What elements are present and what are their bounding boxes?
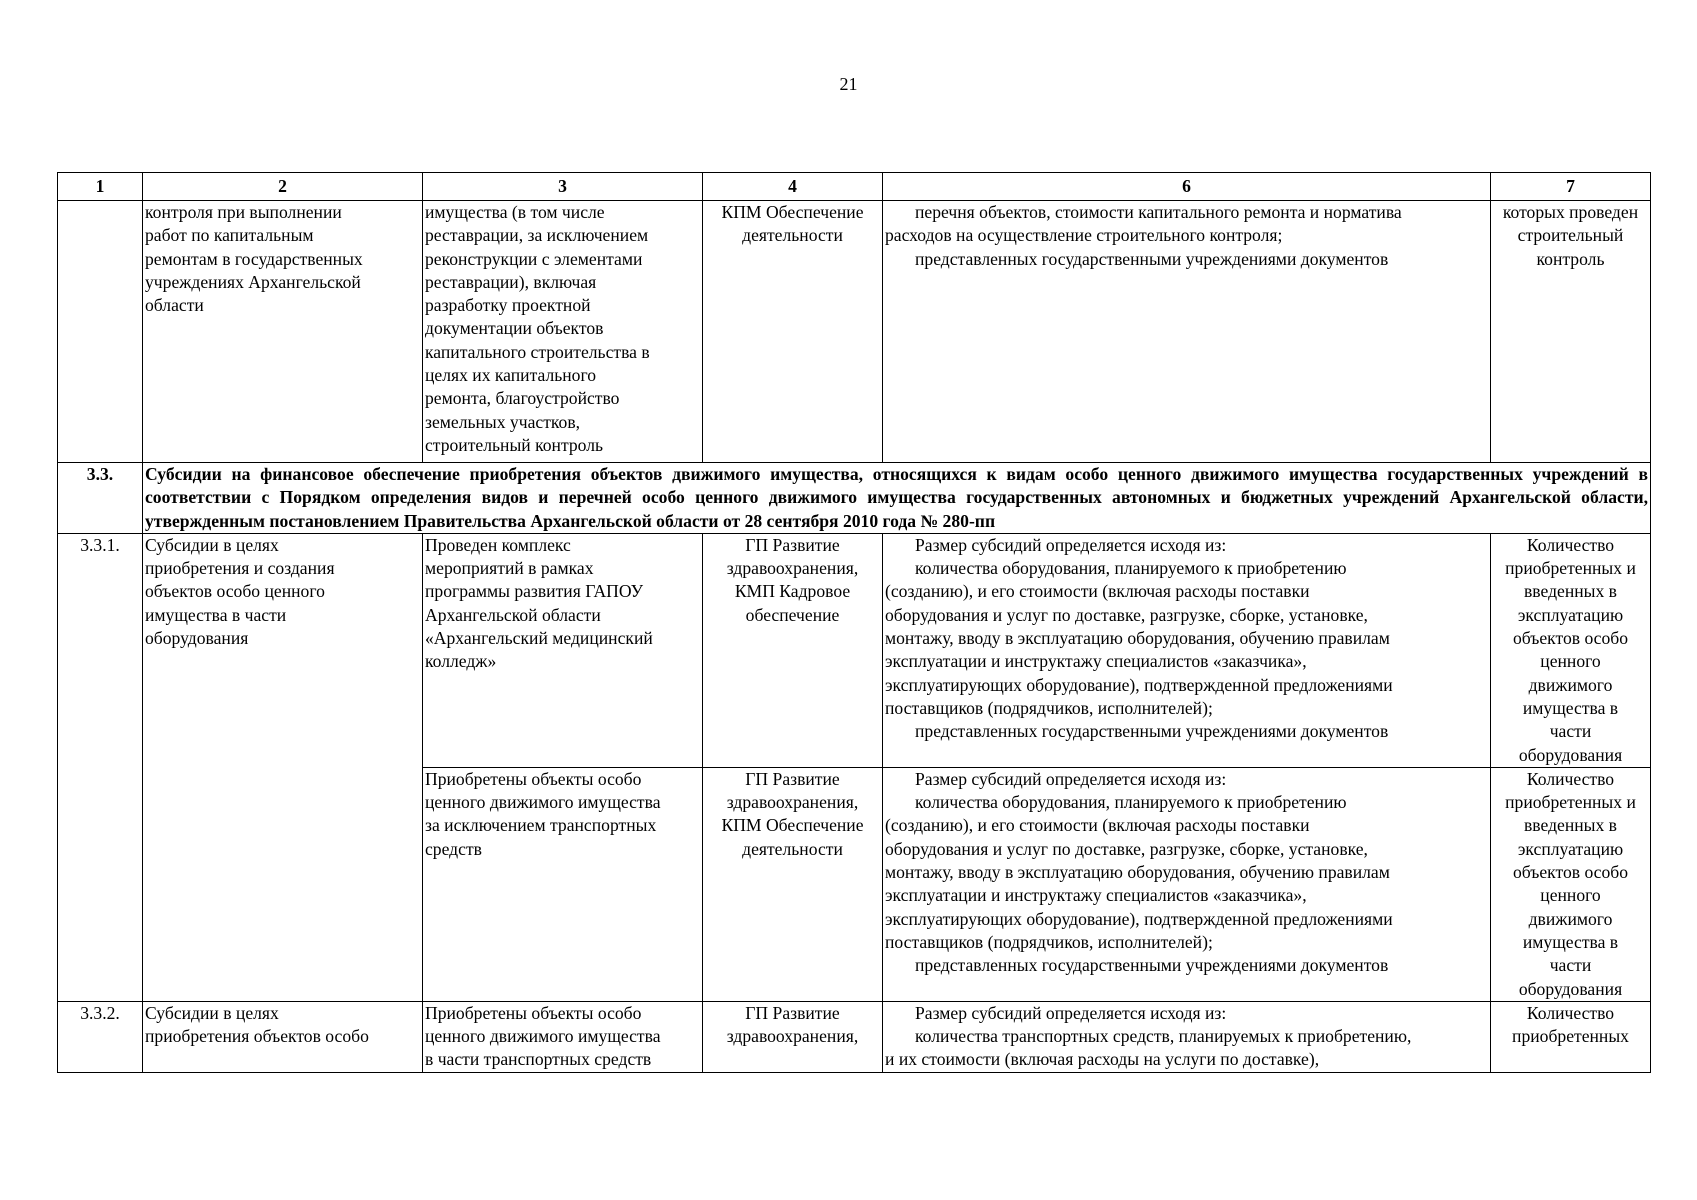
text-line: оборудования bbox=[1518, 744, 1623, 765]
cell-calculation bbox=[883, 201, 1491, 463]
text-line: введенных в bbox=[1523, 581, 1617, 602]
text-line: «Архангельский медицинский bbox=[425, 628, 653, 649]
text-line: капитального строительства в bbox=[425, 341, 650, 362]
text-line: КПМ Обеспечение bbox=[721, 815, 864, 836]
text-line: деятельности bbox=[742, 225, 843, 246]
text-line: колледж» bbox=[425, 651, 497, 672]
text-line: представленных государственными учреждениями документов bbox=[915, 721, 1389, 742]
header-col-2: 2 bbox=[143, 173, 423, 201]
text-line: работ по капитальным bbox=[145, 225, 314, 246]
text-line: Приобретены объекты особо bbox=[425, 1002, 642, 1023]
text-line: эксплуатирующих оборудование), подтвержденной предложениями bbox=[885, 908, 1393, 929]
text-line: количества оборудования, планируемого к приобретению bbox=[915, 558, 1347, 579]
text-line: КМП Кадровое bbox=[734, 581, 851, 602]
text-line: ремонта, благоустройство bbox=[425, 388, 620, 409]
text-line: Количество bbox=[1526, 768, 1615, 789]
text-line: которых проведен bbox=[1502, 202, 1639, 222]
text-line: представленных государственными учреждениями документов bbox=[915, 955, 1389, 976]
table-header-row bbox=[58, 173, 1651, 201]
text-line: разработку проектной bbox=[425, 295, 591, 316]
cell-indicator bbox=[1491, 1001, 1651, 1072]
cell-result bbox=[423, 1001, 703, 1072]
text-line: мероприятий в рамках bbox=[425, 558, 594, 579]
cell-program bbox=[703, 767, 883, 1001]
header-col-1: 1 bbox=[58, 173, 143, 201]
text-line: движимого bbox=[1528, 908, 1613, 929]
text-line: приобретенных и bbox=[1505, 792, 1636, 813]
text-line: представленных государственными учреждениями документов bbox=[915, 248, 1389, 269]
text-line: имущества в части bbox=[145, 604, 287, 625]
text-line: приобретенных и bbox=[1505, 558, 1636, 579]
cell-indicator bbox=[1491, 201, 1651, 463]
cell-indicator bbox=[1491, 767, 1651, 1001]
text-line: объектов особо bbox=[1512, 628, 1629, 649]
text-line: Количество bbox=[1526, 534, 1615, 555]
text-line: эксплуатацию bbox=[1517, 604, 1624, 625]
cell-result bbox=[423, 767, 703, 1001]
text-line: перечня объектов, стоимости капитального ремонта и норматива bbox=[915, 202, 1402, 222]
text-line: ГП Развитие bbox=[745, 1002, 840, 1023]
text-line: земельных участков, bbox=[425, 411, 581, 432]
text-line: контроль bbox=[1536, 248, 1605, 269]
text-line: Количество bbox=[1526, 1002, 1615, 1023]
text-line: в части транспортных средств bbox=[425, 1049, 652, 1070]
text-line: оборудования и услуг по доставке, разгрузке, сборке, установке, bbox=[885, 838, 1368, 859]
text-line: монтажу, вводу в эксплуатацию оборудования, обучению правилам bbox=[885, 628, 1390, 649]
text-line: объектов особо ценного bbox=[145, 581, 325, 602]
text-line: строительный контроль bbox=[425, 434, 604, 455]
header-col-7: 7 bbox=[1491, 173, 1651, 201]
text-line: ремонтам в государственных bbox=[145, 248, 363, 269]
table-row-3-3-1-a bbox=[58, 533, 1651, 767]
text-line: эксплуатации и инструктажу специалистов «заказчика», bbox=[885, 651, 1307, 672]
text-line: имущества (в том числе bbox=[425, 202, 605, 222]
text-line: здравоохранения, bbox=[726, 792, 859, 813]
cell-result bbox=[423, 533, 703, 767]
cell-event-name bbox=[143, 1001, 423, 1072]
text-line: Размер субсидий определяется исходя из: bbox=[915, 1002, 1227, 1023]
text-line: оборудования и услуг по доставке, разгрузке, сборке, установке, bbox=[885, 604, 1368, 625]
text-line: документации объектов bbox=[425, 318, 604, 339]
text-line: приобретения объектов особо bbox=[145, 1026, 369, 1047]
text-line: (созданию), и его стоимости (включая расходы поставки bbox=[885, 815, 1310, 836]
text-line: количества оборудования, планируемого к приобретению bbox=[915, 792, 1347, 813]
text-line: Субсидии в целях bbox=[145, 534, 279, 555]
table-row-section-3-3 bbox=[58, 463, 1651, 534]
text-line: ценного bbox=[1540, 651, 1601, 672]
text-line: за исключением транспортных bbox=[425, 815, 657, 836]
page-number: 21 bbox=[839, 74, 858, 94]
cell-calculation bbox=[883, 533, 1491, 767]
text-line: (созданию), и его стоимости (включая расходы поставки bbox=[885, 581, 1310, 602]
text-line: Размер субсидий определяется исходя из: bbox=[915, 768, 1227, 789]
section-number: 3.3. bbox=[58, 463, 143, 534]
text-line: введенных в bbox=[1523, 815, 1617, 836]
text-line: Проведен комплекс bbox=[425, 534, 571, 555]
text-line: объектов особо bbox=[1512, 862, 1629, 883]
text-line: имущества в bbox=[1522, 697, 1619, 718]
text-line: части bbox=[1549, 955, 1592, 976]
text-line: контроля при выполнении bbox=[145, 202, 342, 222]
text-line: учреждениях Архангельской bbox=[145, 271, 361, 292]
section-title: Субсидии на финансовое обеспечение приобретения объектов движимого имущества, относящихся к видам особо ценного движимого имущества государственных учреждений в соответствии с Порядком определения видов и перечней особо ценного движимого имущества государственных автономных и бюджетных учреждений Архангельской области, утвержденным постановлением Правительства Архангельской области от 28 сентября 2010 года № 280-пп bbox=[143, 463, 1651, 534]
text-line: Архангельской области bbox=[425, 604, 601, 625]
text-line: оборудования bbox=[1518, 978, 1623, 999]
text-line: обеспечение bbox=[745, 604, 840, 625]
cell-number: 3.3.1. bbox=[58, 533, 143, 1001]
text-line: приобретенных bbox=[1512, 1026, 1629, 1047]
text-line: приобретения и создания bbox=[145, 558, 335, 579]
text-line: здравоохранения, bbox=[726, 558, 859, 579]
text-line: имущества в bbox=[1522, 931, 1619, 952]
text-line: ценного bbox=[1540, 885, 1601, 906]
text-line: средств bbox=[425, 838, 482, 859]
cell-event-name bbox=[143, 201, 423, 463]
text-line: здравоохранения, bbox=[726, 1026, 859, 1047]
cell-result bbox=[423, 201, 703, 463]
cell-program bbox=[703, 1001, 883, 1072]
text-line: целях их капитального bbox=[425, 365, 597, 386]
header-col-6: 6 bbox=[883, 173, 1491, 201]
text-line: количества транспортных средств, планируемых к приобретению, bbox=[915, 1026, 1412, 1047]
text-line: реконструкции с элементами bbox=[425, 248, 643, 269]
table-row-3-3-2 bbox=[58, 1001, 1651, 1072]
text-line: движимого bbox=[1528, 674, 1613, 695]
text-line: строительный bbox=[1517, 225, 1624, 246]
text-line: части bbox=[1549, 721, 1592, 742]
text-line: расходов на осуществление строительного контроля; bbox=[885, 225, 1283, 246]
text-line: Приобретены объекты особо bbox=[425, 768, 642, 789]
text-line: КПМ Обеспечение bbox=[721, 202, 864, 222]
cell-calculation bbox=[883, 1001, 1491, 1072]
text-line: оборудования bbox=[145, 628, 249, 649]
cell-number bbox=[58, 201, 143, 463]
text-line: Субсидии в целях bbox=[145, 1002, 279, 1023]
text-line: ГП Развитие bbox=[745, 534, 840, 555]
cell-program bbox=[703, 533, 883, 767]
text-line: реставрации), включая bbox=[425, 271, 597, 292]
cell-calculation bbox=[883, 767, 1491, 1001]
text-line: реставрации, за исключением bbox=[425, 225, 649, 246]
cell-number: 3.3.2. bbox=[58, 1001, 143, 1072]
header-col-4: 4 bbox=[703, 173, 883, 201]
text-line: деятельности bbox=[742, 838, 843, 859]
text-line: и их стоимости (включая расходы на услуги по доставке), bbox=[885, 1049, 1320, 1070]
text-line: программы развития ГАПОУ bbox=[425, 581, 644, 602]
text-line: эксплуатирующих оборудование), подтвержденной предложениями bbox=[885, 674, 1393, 695]
header-col-3: 3 bbox=[423, 173, 703, 201]
table-row-continuation bbox=[58, 201, 1651, 463]
text-line: области bbox=[145, 295, 204, 316]
text-line: Размер субсидий определяется исходя из: bbox=[915, 534, 1227, 555]
document-table bbox=[57, 172, 1651, 1073]
text-line: эксплуатацию bbox=[1517, 838, 1624, 859]
text-line: эксплуатации и инструктажу специалистов «заказчика», bbox=[885, 885, 1307, 906]
text-line: поставщиков (подрядчиков, исполнителей); bbox=[885, 931, 1213, 952]
cell-program bbox=[703, 201, 883, 463]
text-line: ценного движимого имущества bbox=[425, 792, 661, 813]
text-line: поставщиков (подрядчиков, исполнителей); bbox=[885, 697, 1213, 718]
text-line: монтажу, вводу в эксплуатацию оборудования, обучению правилам bbox=[885, 862, 1390, 883]
cell-event-name bbox=[143, 533, 423, 1001]
text-line: ценного движимого имущества bbox=[425, 1026, 661, 1047]
text-line: ГП Развитие bbox=[745, 768, 840, 789]
cell-indicator bbox=[1491, 533, 1651, 767]
